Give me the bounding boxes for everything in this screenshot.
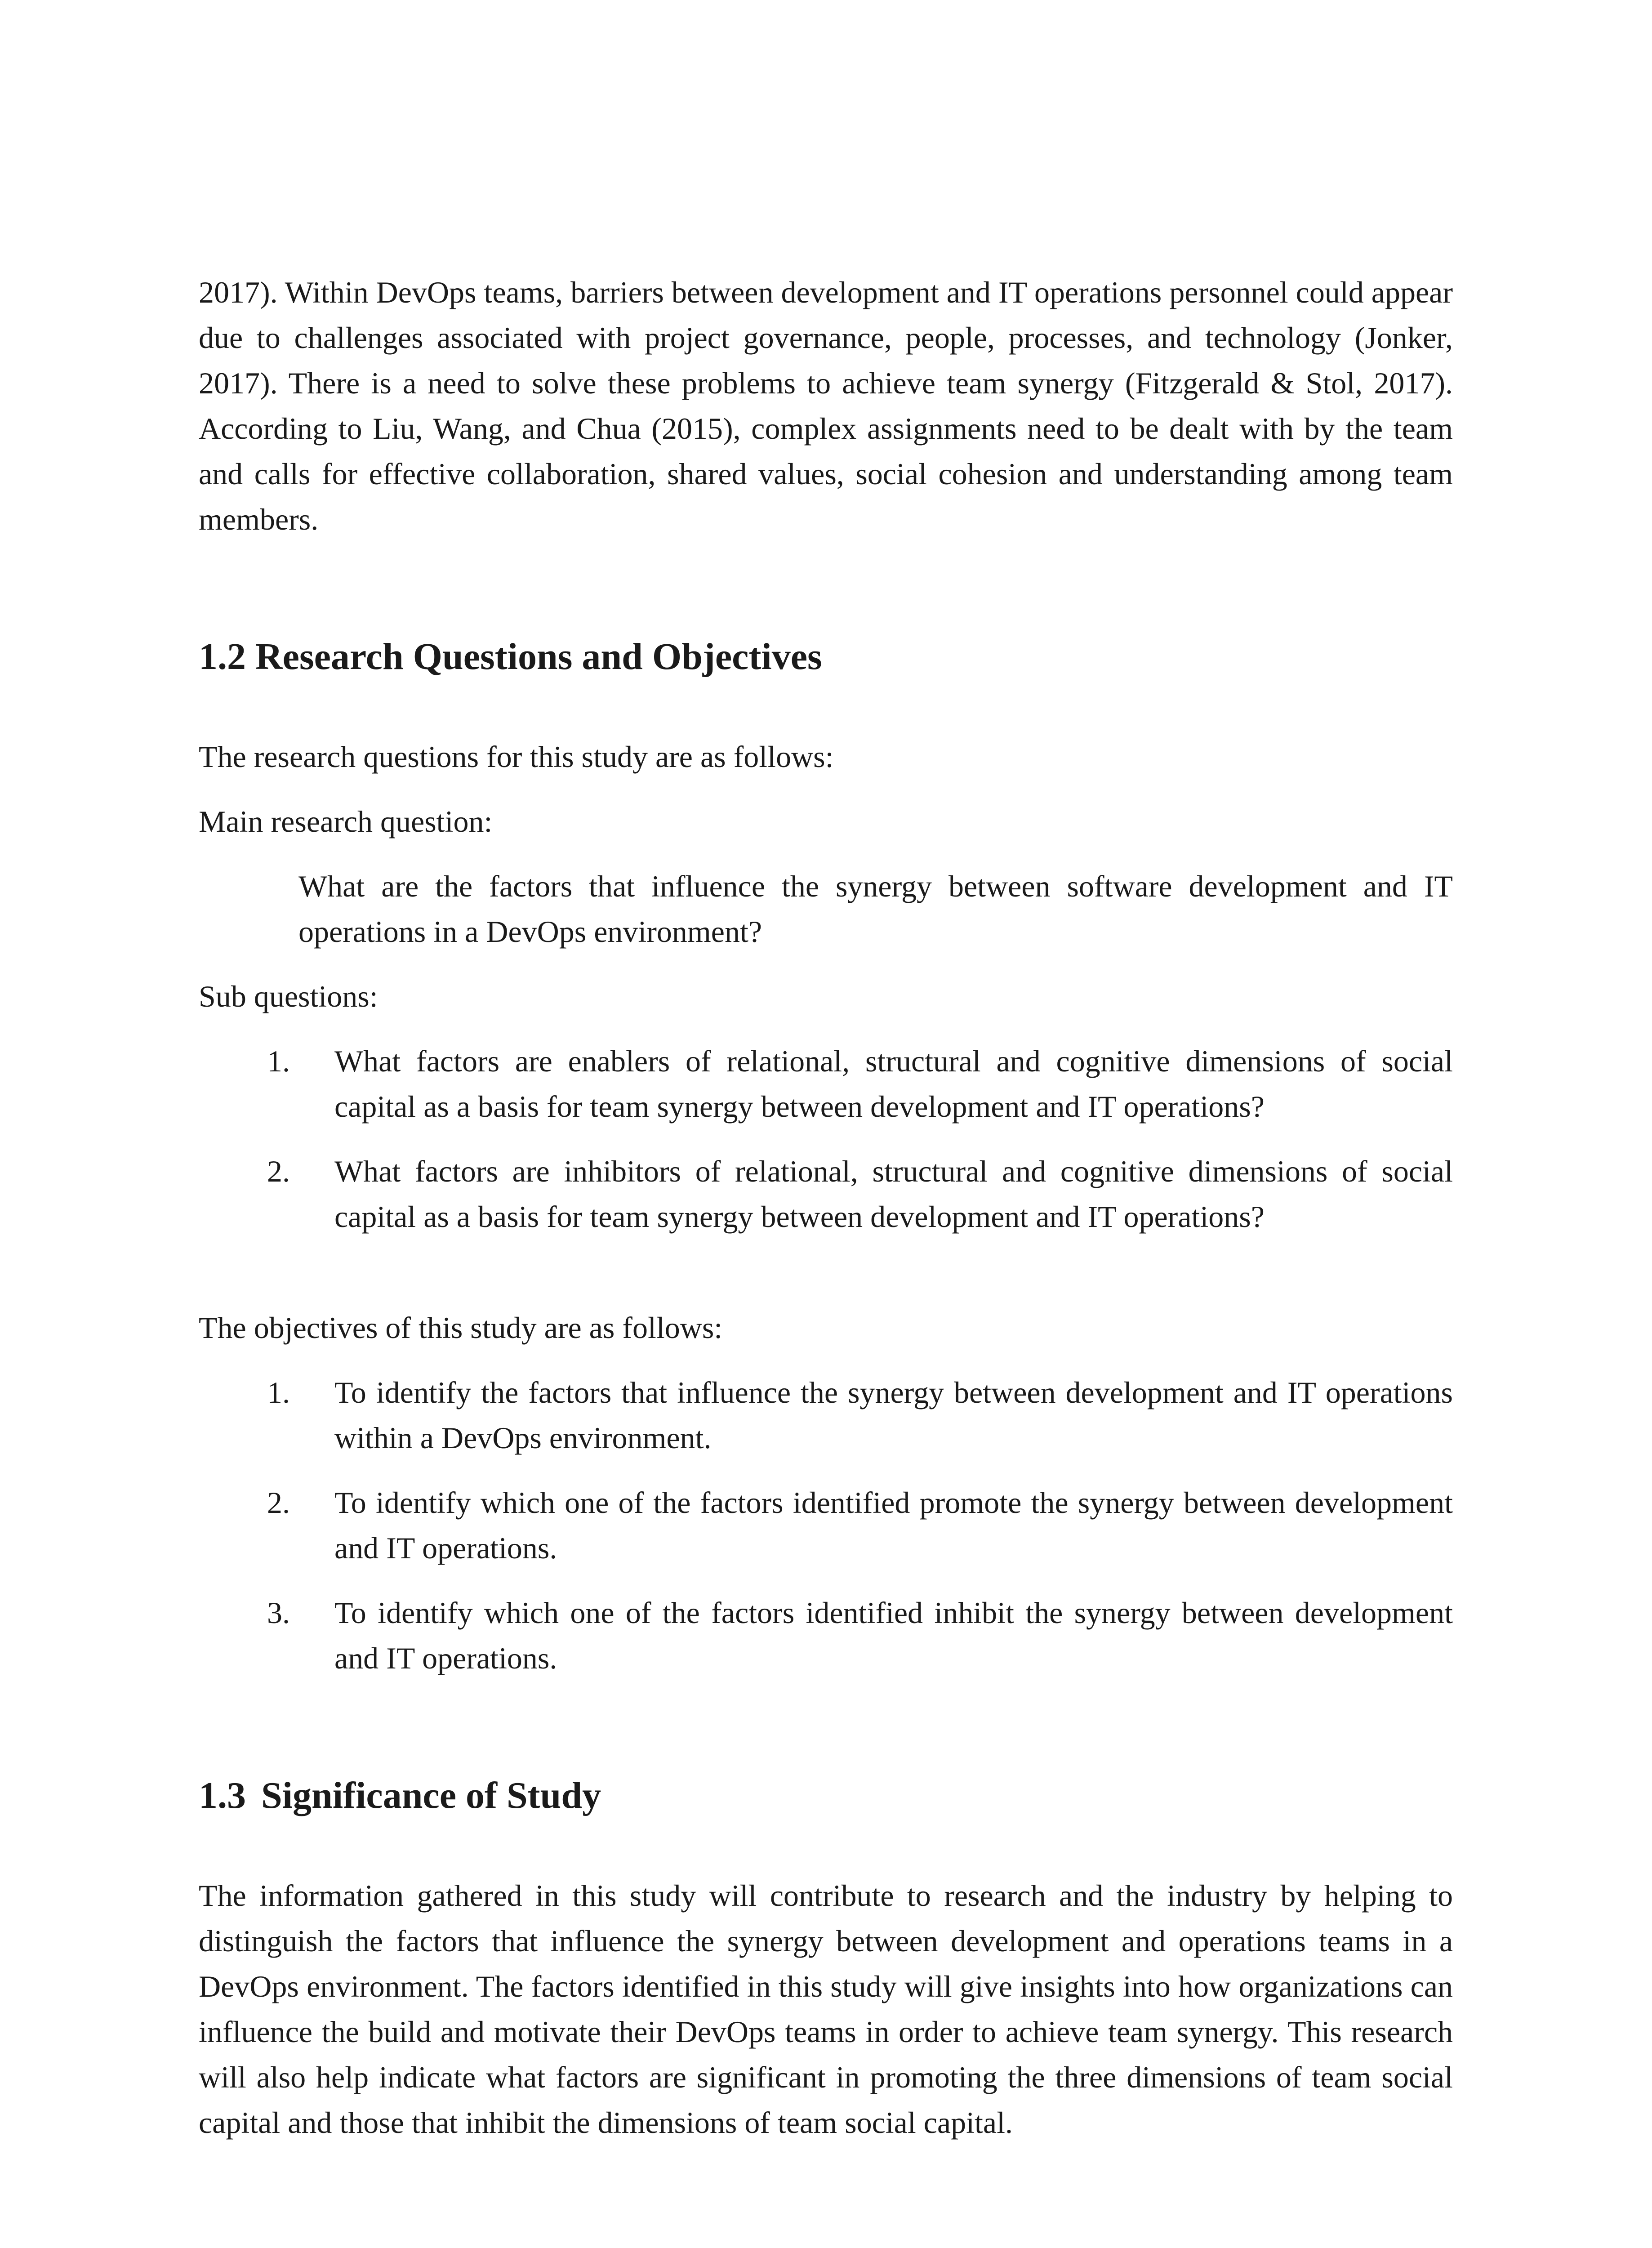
objectives-intro: The objectives of this study are as follows:: [199, 1311, 723, 1345]
list-item-number: 1.: [267, 1375, 290, 1409]
list-item-number: 2.: [267, 1154, 290, 1188]
list-item-text: To identify the factors that influence the synergy between development and IT operations within a DevOps environment.: [334, 1375, 1453, 1455]
page-content: [199, 270, 1453, 2145]
section-1-3-heading: [199, 1771, 1453, 1820]
sub-questions-label: Sub questions:: [199, 979, 378, 1013]
section-1-2-heading: 1.2 Research Questions and Objectives: [199, 636, 822, 678]
list-item-number: 2.: [267, 1485, 290, 1520]
list-item: [199, 1370, 1453, 1461]
intro-paragraph: 2017). Within DevOps teams, barriers between development and IT operations personnel could appear due to challenges associated with project governance, people, processes, and technology (Jonker, 2017). There is a need to solve these problems to achieve team synergy (Fitzgerald & Stol, 2017). According to Liu, Wang, and Chua (2015), complex assignments need to be dealt with by the team and calls for effective collaboration, shared values, social cohesion and understanding among team members.: [199, 275, 1453, 536]
section-1-3-heading-title: Significance of Study: [261, 1775, 601, 1816]
significance-paragraph: The information gathered in this study will contribute to research and the industry by helping to distinguish the factors that influence the synergy between development and operations teams in a DevOps environment. The factors identified in this study will give insights into how organizations can influence the build and motivate their DevOps teams in order to achieve team synergy. This research will also help indicate what factors are significant in promoting the three dimensions of team social capital and those that inhibit the dimensions of team social capital.: [199, 1878, 1453, 2140]
list-item: [199, 1590, 1453, 1681]
sub-questions-list: [199, 1039, 1453, 1240]
main-question-label: Main research question:: [199, 804, 493, 839]
list-item-text: To identify which one of the factors identified promote the synergy between development and IT operations.: [334, 1485, 1453, 1565]
list-item-number: 1.: [267, 1044, 290, 1078]
objectives-list: [199, 1370, 1453, 1681]
list-item: [199, 1149, 1453, 1240]
list-item-text: What factors are inhibitors of relational, structural and cognitive dimensions of social capital as a basis for team synergy between development and IT operations?: [334, 1154, 1453, 1234]
list-item-number: 3.: [267, 1596, 290, 1630]
section-1-3-heading-number: 1.3: [199, 1775, 246, 1816]
list-item: [199, 1039, 1453, 1129]
list-item: [199, 1480, 1453, 1571]
questions-intro: The research questions for this study are as follows:: [199, 740, 834, 774]
main-question: What are the factors that influence the synergy between software development and IT operations in a DevOps environment?: [298, 869, 1453, 949]
list-item-text: To identify which one of the factors identified inhibit the synergy between development and IT operations.: [334, 1596, 1453, 1675]
list-item-text: What factors are enablers of relational, structural and cognitive dimensions of social capital as a basis for team synergy between development and IT operations?: [334, 1044, 1453, 1124]
